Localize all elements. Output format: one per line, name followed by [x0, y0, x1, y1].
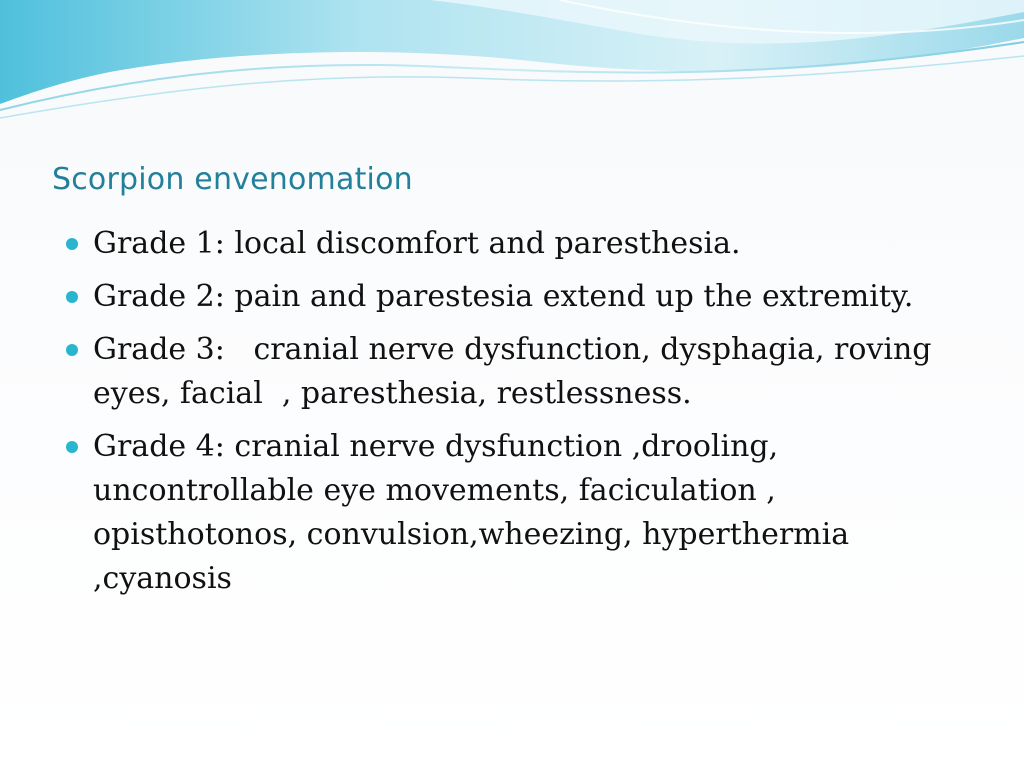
- bullet-icon: [66, 344, 78, 356]
- bullet-item-grade-1: [66, 222, 966, 266]
- bullet-icon: [66, 238, 78, 250]
- bullet-icon: [66, 291, 78, 303]
- wave-line-2: [0, 56, 1024, 118]
- bullet-text: Grade 3: cranial nerve dysfunction, dysphagia, roving eyes, facial , paresthesia, restlessness.: [93, 332, 942, 411]
- bullet-text: Grade 2: pain and parestesia extend up the extremity.: [93, 279, 914, 314]
- bullet-item-grade-4: [66, 425, 966, 601]
- bullet-text: Grade 4: cranial nerve dysfunction ,drooling, uncontrollable eye movements, faciculation , opisthotonos, convulsion,wheezing, hyperthermia ,cyanosis: [93, 429, 859, 596]
- bullet-text: Grade 1: local discomfort and paresthesia.: [93, 226, 741, 261]
- header-wave-decoration: [0, 0, 1024, 130]
- bullet-item-grade-3: [66, 328, 966, 416]
- bullet-list: [66, 222, 966, 610]
- slide-title: Scorpion envenomation: [52, 162, 413, 197]
- bullet-item-grade-2: [66, 275, 966, 319]
- bullet-icon: [66, 441, 78, 453]
